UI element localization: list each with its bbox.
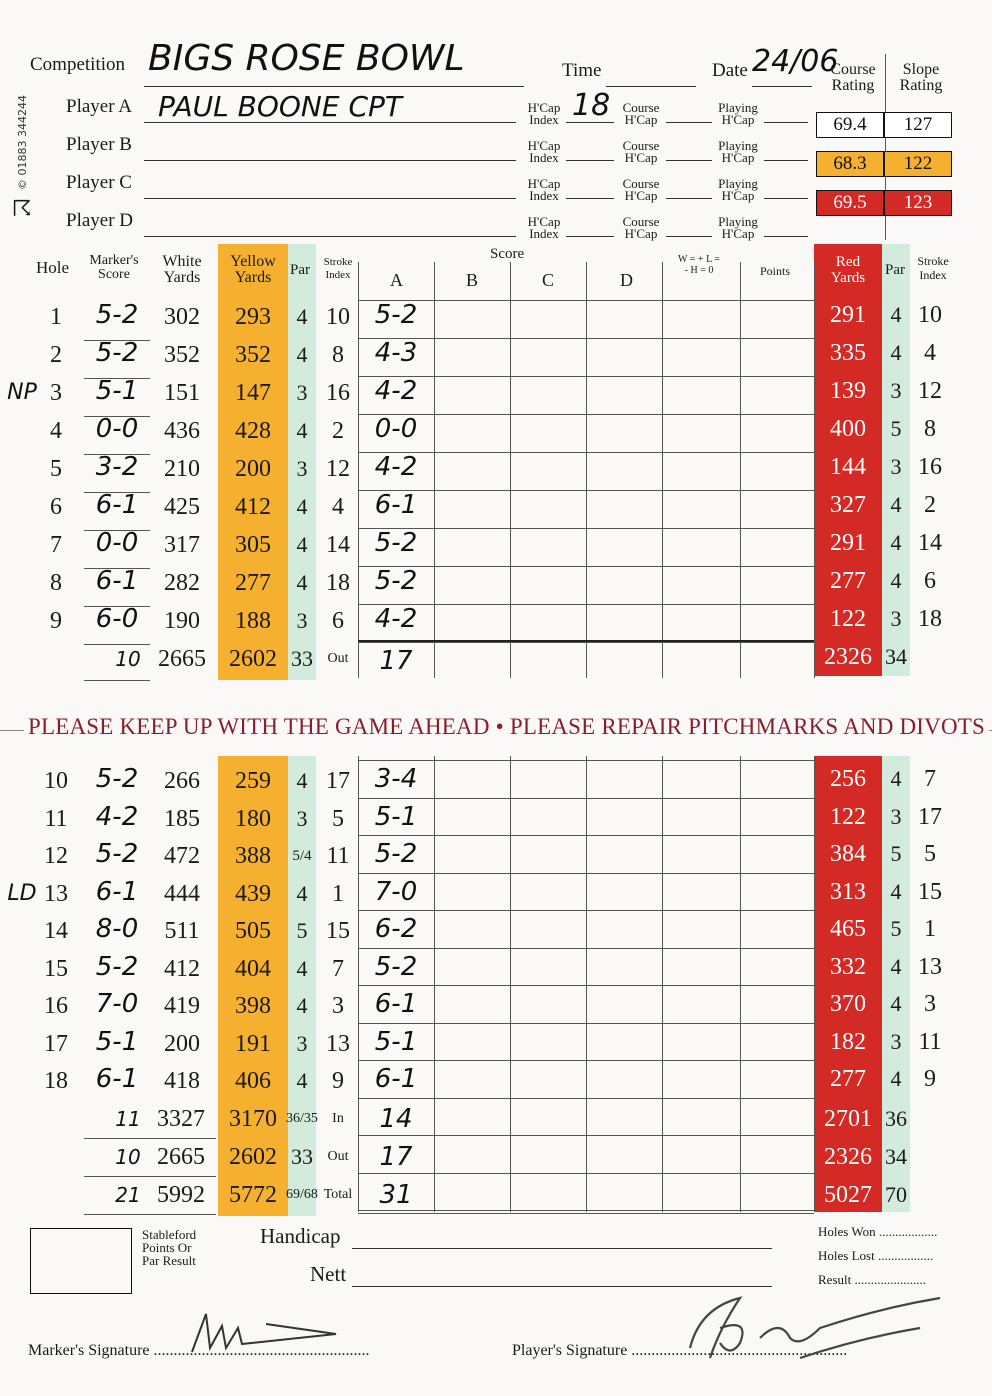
course-hcap-label: Course H'Cap: [622, 214, 660, 241]
red-yards: 139: [830, 378, 866, 404]
col-d: D: [620, 270, 633, 290]
hole-number: 6: [50, 494, 62, 520]
white-yards: 282: [164, 570, 200, 596]
playing-hcap-label: Playing H'Cap: [718, 138, 758, 165]
stroke-index: 11: [326, 843, 350, 869]
hole-number: 3: [50, 380, 62, 406]
handicap-label: Handicap: [260, 1224, 341, 1248]
red-yards: 335: [830, 340, 866, 366]
time-label: Time: [562, 60, 602, 81]
par: 4: [296, 880, 308, 906]
hole-number: 15: [44, 955, 68, 982]
red-par: 4: [890, 766, 902, 791]
red-stroke-index: 8: [924, 416, 936, 442]
yellow-yards: 404: [235, 955, 271, 982]
stroke-index: 17: [326, 768, 350, 794]
stroke-index: 12: [326, 456, 350, 482]
score-a-total: 17: [379, 1142, 413, 1172]
hole-number: 9: [50, 608, 62, 634]
par: 4: [296, 304, 308, 329]
yellow-yards: 147: [235, 380, 271, 406]
hole-number: 18: [44, 1068, 68, 1094]
red-par: 4: [890, 302, 902, 327]
course-rating-value: 69.5: [816, 190, 884, 216]
marker-score[interactable]: 5-2: [95, 764, 139, 794]
playing-hcap-label: Playing H'Cap: [718, 100, 758, 127]
red-par: 3: [890, 454, 902, 479]
col-c: C: [542, 270, 555, 290]
yellow-total: 2602: [229, 646, 277, 672]
yellow-yards: 439: [235, 880, 271, 907]
red-yards: 277: [830, 1066, 866, 1092]
white-yards: 436: [164, 418, 200, 444]
stroke-index: 2: [332, 418, 344, 444]
hole-number: 1: [50, 304, 62, 330]
score-a[interactable]: 4-2: [374, 452, 418, 482]
score-a-total: 14: [379, 1104, 413, 1134]
stroke-index: 3: [332, 993, 344, 1019]
red-yards: 256: [830, 766, 866, 792]
red-yards: 122: [830, 606, 866, 632]
score-a[interactable]: 6-1: [374, 989, 418, 1019]
marker-score[interactable]: 6-1: [95, 1064, 139, 1094]
red-stroke-index: 10: [918, 302, 942, 328]
marker-score[interactable]: 5-1: [95, 376, 139, 406]
player-label: Player C: [66, 172, 132, 193]
hcap-index-label: H'Cap Index: [527, 214, 561, 241]
course-hcap-label: Course H'Cap: [622, 138, 660, 165]
col-b: B: [466, 270, 479, 290]
tagline: PLEASE KEEP UP WITH THE GAME AHEAD • PLEASE REPAIR PITCHMARKS AND DIVOTS: [24, 714, 989, 740]
hole-number: 16: [44, 993, 68, 1019]
white-yards: 210: [164, 456, 200, 482]
par: 4: [296, 418, 308, 443]
red-par: 3: [890, 803, 902, 829]
yellow-total: 3170: [229, 1106, 277, 1132]
col-wlh: W = + L = - H = 0: [678, 254, 720, 276]
hole-number: 12: [44, 843, 68, 869]
hcap-index-label: H'Cap Index: [527, 176, 561, 203]
brand-mark-icon: ☈: [12, 196, 32, 221]
par: 3: [296, 608, 308, 633]
red-yards: 465: [830, 916, 866, 942]
holes-won-label: Holes Won ..................: [818, 1224, 938, 1239]
col-par: Par: [290, 262, 310, 278]
score-a[interactable]: 4-2: [374, 376, 418, 406]
red-yards: 291: [830, 302, 866, 328]
par: 4: [296, 494, 308, 519]
playing-hcap-label: Playing H'Cap: [718, 176, 758, 203]
score-a-total: 31: [379, 1180, 413, 1210]
course-hcap-label: Course H'Cap: [622, 176, 660, 203]
yellow-total: 2602: [229, 1144, 277, 1170]
stroke-index: 15: [326, 918, 350, 944]
playing-hcap-label: Playing H'Cap: [718, 214, 758, 241]
score-a[interactable]: 6-1: [374, 490, 418, 520]
yellow-yards: 352: [235, 342, 271, 368]
red-stroke-index: 17: [918, 803, 942, 830]
red-total: 5027: [824, 1182, 872, 1208]
hole-number: 5: [50, 456, 62, 482]
red-stroke-index: 1: [924, 916, 936, 942]
red-yards: 291: [830, 530, 866, 556]
white-yards: 317: [164, 532, 200, 558]
score-a[interactable]: 5-1: [374, 1026, 418, 1057]
col-stroke2: Stroke Index: [917, 254, 949, 282]
marker-score[interactable]: 5-2: [95, 338, 139, 368]
par: 3: [296, 456, 308, 481]
red-par-total: 70: [885, 1182, 907, 1207]
par: 4: [296, 768, 308, 793]
white-yards: 302: [164, 304, 200, 330]
red-par-total: 36: [885, 1106, 907, 1131]
marker-score[interactable]: 3-2: [95, 452, 139, 482]
red-par: 5: [890, 916, 902, 941]
red-stroke-index: 7: [924, 766, 936, 792]
date-label: Date: [712, 60, 748, 81]
score-a[interactable]: 6-2: [374, 914, 418, 944]
par: 4: [296, 570, 308, 595]
marker-score[interactable]: 0-0: [95, 528, 139, 558]
score-a-total: 17: [379, 646, 413, 676]
par-total: 69/68: [286, 1187, 318, 1202]
score-a[interactable]: 5-2: [374, 951, 418, 982]
red-par-total: 34: [885, 644, 907, 669]
yellow-yards: 412: [235, 494, 271, 520]
slope-rating-value: 127: [884, 112, 952, 138]
yellow-yards: 398: [235, 993, 271, 1019]
red-yards: 182: [830, 1028, 866, 1055]
result-label: Result ......................: [818, 1272, 926, 1287]
hole-note: NP: [7, 380, 37, 405]
score-a[interactable]: 5-2: [374, 839, 418, 869]
competition-label: Competition: [30, 54, 125, 75]
nett-label: Nett: [310, 1262, 347, 1286]
stroke-index: 7: [332, 955, 344, 982]
marker-score[interactable]: 6-1: [95, 876, 139, 907]
hole-number: 11: [44, 805, 68, 832]
yellow-yards: 188: [235, 608, 271, 634]
stroke-index: 16: [326, 380, 350, 406]
hole-number: 10: [44, 768, 68, 794]
hcap-value[interactable]: 18: [572, 88, 611, 123]
marker-total: 21: [115, 1183, 141, 1207]
par: 3: [296, 805, 308, 831]
white-yards: 190: [164, 608, 200, 634]
marker-signature-mark: [186, 1304, 346, 1358]
white-yards: 419: [164, 993, 200, 1019]
yellow-yards: 428: [235, 418, 271, 444]
red-yards: 122: [830, 803, 866, 830]
yellow-yards: 406: [235, 1068, 271, 1094]
phone-margin: © 01883 344244: [16, 95, 29, 190]
white-total: 3327: [157, 1106, 205, 1132]
marker-score[interactable]: 6-0: [95, 604, 139, 634]
date-value: 24/06: [752, 44, 839, 79]
white-yards: 444: [164, 880, 200, 907]
yellow-yards: 505: [235, 918, 271, 944]
red-par: 4: [890, 492, 902, 517]
score-a[interactable]: 5-2: [374, 528, 418, 558]
par-total: 33: [291, 646, 313, 671]
red-par: 5: [890, 841, 902, 866]
score-a[interactable]: 7-0: [374, 876, 418, 907]
hole-number: 13: [44, 880, 68, 907]
red-total: 2326: [824, 1144, 872, 1170]
red-stroke-index: 3: [924, 991, 936, 1017]
total-label: Out: [327, 1149, 349, 1164]
col-par2: Par: [885, 262, 905, 278]
par: 5/4: [292, 848, 312, 864]
white-yards: 412: [164, 955, 200, 982]
red-stroke-index: 5: [924, 841, 936, 867]
red-par: 4: [890, 878, 902, 904]
stroke-index: 6: [332, 608, 344, 634]
par: 4: [296, 955, 308, 981]
yellow-yards: 305: [235, 532, 271, 558]
hole-number: 17: [44, 1030, 68, 1057]
white-total: 2665: [158, 646, 206, 672]
white-yards: 352: [164, 342, 200, 368]
hole-number: 2: [50, 342, 62, 368]
marker-score[interactable]: 5-1: [95, 1026, 139, 1057]
red-par: 3: [890, 1028, 902, 1054]
slope-rating-label: Slope Rating: [899, 61, 943, 94]
red-par: 4: [890, 953, 902, 979]
marker-score[interactable]: 5-2: [95, 300, 139, 330]
stroke-index: 13: [326, 1030, 350, 1057]
red-par: 4: [890, 991, 902, 1016]
red-yards: 400: [830, 416, 866, 442]
score-a[interactable]: 0-0: [374, 414, 418, 444]
hcap-index-label: H'Cap Index: [527, 100, 561, 127]
par: 5: [296, 918, 308, 943]
white-yards: 266: [164, 768, 200, 794]
red-par: 3: [890, 378, 902, 403]
par: 4: [296, 1068, 308, 1093]
yellow-yards: 191: [235, 1030, 271, 1057]
slope-rating-value: 122: [884, 151, 952, 177]
course-rating-label: Course Rating: [830, 61, 876, 94]
stroke-index: 10: [326, 304, 350, 330]
score-a[interactable]: 5-2: [374, 300, 418, 330]
score-a[interactable]: 5-1: [374, 801, 418, 832]
red-stroke-index: 9: [924, 1066, 936, 1092]
white-total: 5992: [157, 1182, 205, 1208]
par: 3: [296, 1030, 308, 1056]
red-yards: 144: [830, 454, 866, 480]
marker-score[interactable]: 7-0: [95, 989, 139, 1019]
red-stroke-index: 15: [918, 878, 942, 905]
red-yards: 327: [830, 492, 866, 518]
yellow-total: 5772: [229, 1182, 277, 1208]
red-par-total: 34: [885, 1144, 907, 1169]
yellow-yards: 277: [235, 570, 271, 596]
red-stroke-index: 11: [918, 1028, 942, 1055]
red-par: 4: [890, 530, 902, 555]
red-yards: 277: [830, 568, 866, 594]
hcap-index-label: H'Cap Index: [527, 138, 561, 165]
red-stroke-index: 18: [918, 606, 942, 632]
player-signature-mark: [680, 1288, 950, 1368]
stroke-index: 8: [332, 342, 344, 368]
white-yards: 472: [164, 843, 200, 869]
col-points: Points: [760, 264, 791, 278]
marker-score[interactable]: 8-0: [95, 914, 139, 944]
hole-number: 14: [44, 918, 68, 944]
col-a: A: [390, 270, 403, 290]
stableford-label: Stableford Points Or Par Result: [142, 1227, 197, 1268]
par-total: 36/35: [286, 1111, 318, 1126]
col-marker: Marker's Score: [89, 253, 139, 282]
red-stroke-index: 13: [918, 953, 942, 980]
marker-total: 11: [115, 1107, 141, 1131]
hole-number: 8: [50, 570, 62, 596]
total-label: Out: [327, 651, 349, 666]
score-a[interactable]: 4-3: [374, 338, 418, 368]
col-yellow: Yellow Yards: [230, 253, 276, 286]
par: 4: [296, 993, 308, 1018]
player-label: Player B: [66, 134, 132, 155]
result-box: [30, 1228, 132, 1294]
red-stroke-index: 6: [924, 568, 936, 594]
marker-signature-label: Marker's Signature ......................................................: [28, 1342, 370, 1359]
par: 3: [296, 380, 308, 405]
col-hole: Hole: [36, 258, 70, 277]
yellow-yards: 259: [235, 768, 271, 794]
red-par: 3: [890, 606, 902, 631]
course-rating-value: 69.4: [816, 112, 884, 138]
white-total: 2665: [157, 1144, 205, 1170]
white-yards: 200: [164, 1030, 200, 1057]
marker-score[interactable]: 6-1: [95, 490, 139, 520]
hole-note: LD: [7, 880, 37, 906]
hole-number: 4: [50, 418, 62, 444]
marker-total: 10: [115, 647, 141, 671]
yellow-yards: 293: [235, 304, 271, 330]
marker-score[interactable]: 6-1: [95, 566, 139, 596]
red-stroke-index: 2: [924, 492, 936, 518]
score-a[interactable]: 4-2: [374, 604, 418, 634]
stroke-index: 18: [326, 570, 350, 596]
hole-number: 7: [50, 532, 62, 558]
red-total: 2701: [824, 1106, 872, 1132]
red-yards: 313: [830, 878, 866, 905]
col-red: Red Yards: [830, 254, 866, 286]
white-yards: 418: [164, 1068, 200, 1094]
par: 4: [296, 532, 308, 557]
white-yards: 425: [164, 494, 200, 520]
stroke-index: 4: [332, 494, 344, 520]
red-stroke-index: 14: [918, 530, 942, 556]
player-label: Player D: [66, 210, 134, 231]
total-label: Total: [323, 1187, 353, 1202]
stroke-index: 1: [332, 880, 344, 907]
red-yards: 332: [830, 953, 866, 980]
yellow-yards: 200: [235, 456, 271, 482]
red-yards: 370: [830, 991, 866, 1017]
marker-score[interactable]: 4-2: [95, 801, 139, 832]
stroke-index: 5: [332, 805, 344, 832]
competition-value: BIGS ROSE BOWL: [148, 38, 465, 79]
red-stroke-index: 16: [918, 454, 942, 480]
player-label: Player A: [66, 96, 132, 117]
yellow-yards: 180: [235, 805, 271, 832]
red-par: 4: [890, 340, 902, 365]
total-label: In: [332, 1111, 344, 1126]
par-total: 33: [291, 1144, 313, 1169]
red-stroke-index: 12: [918, 378, 942, 404]
player-signature-label: Player's Signature ......................................................: [512, 1342, 848, 1359]
yellow-yards: 388: [235, 843, 271, 869]
red-par: 5: [890, 416, 902, 441]
red-stroke-index: 4: [924, 340, 936, 366]
score-a[interactable]: 6-1: [374, 1064, 418, 1094]
marker-score[interactable]: 5-2: [95, 839, 139, 869]
stroke-index: 9: [332, 1068, 344, 1094]
course-hcap-label: Course H'Cap: [622, 100, 660, 127]
slope-rating-value: 123: [884, 190, 952, 216]
col-stroke: Stroke Index: [323, 256, 353, 281]
col-score: Score: [490, 246, 525, 262]
marker-score[interactable]: 0-0: [95, 414, 139, 444]
course-rating-value: 68.3: [816, 151, 884, 177]
marker-score[interactable]: 5-2: [95, 951, 139, 982]
par: 4: [296, 342, 308, 367]
score-a[interactable]: 3-4: [374, 764, 418, 794]
red-par: 4: [890, 1066, 902, 1091]
red-total: 2326: [824, 644, 872, 670]
white-yards: 511: [164, 918, 200, 944]
player-name-field[interactable]: PAUL BOONE CPT: [158, 90, 403, 123]
red-par: 4: [890, 568, 902, 593]
white-yards: 185: [164, 805, 200, 832]
red-yards: 384: [830, 841, 866, 867]
white-yards: 151: [164, 380, 200, 406]
holes-lost-label: Holes Lost .................: [818, 1248, 934, 1263]
stroke-index: 14: [326, 532, 350, 558]
col-white: White Yards: [162, 253, 202, 286]
marker-total: 10: [115, 1145, 141, 1169]
score-a[interactable]: 5-2: [374, 566, 418, 596]
